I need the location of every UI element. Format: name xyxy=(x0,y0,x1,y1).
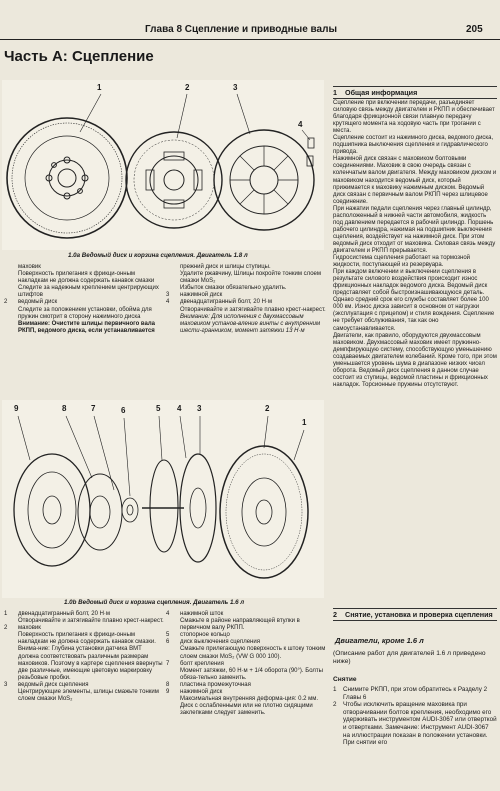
legend-item: прежний диск и шлицы ступицы. xyxy=(180,264,271,270)
figure-b-label-8: 8 xyxy=(62,404,67,413)
figure-b-label-6: 6 xyxy=(121,406,126,415)
section-2-heading: 2 Снятие, установка и проверка сцепления xyxy=(333,608,497,621)
page-number: 205 xyxy=(466,24,483,35)
flywheel-drawing xyxy=(7,118,127,238)
legend-item: 9 нажимной диск xyxy=(166,689,223,696)
legend-item: 5 стопорное кольцо xyxy=(166,632,230,639)
figure-b-label-2: 2 xyxy=(265,404,270,413)
legend-item: Центрирующие элементы, шлицы смажьте тонким слоем смазки MoS₂ xyxy=(18,689,159,703)
chapter-title: Глава 8 Сцепление и приводные валы xyxy=(145,24,338,35)
paragraph: При каждом включении и выключении сцепления в результате силового воздействия происходит износ фрикционных накладок ведомого диска. Ведомый диск представляет собой быстроизнашивающуюся деталь. Однако средний срок его службы составляет более 100 000 км. Износ диска зависит в основном от нагрузки (эксплуатация с прицепом) и стиля вождения. Сцепление не требует обслуживания, так как оно самоустанавливается. xyxy=(333,269,495,332)
legend-item: Смажьте прилегающую поверхность к штоку тонким слоем смазки MoS₂ (VW G 000 100). xyxy=(180,646,326,660)
section-2-steps xyxy=(333,686,497,747)
legend-item: Отворачивайте и затягивайте плавно крест-накрест. xyxy=(18,618,164,625)
page-header xyxy=(0,22,500,40)
paragraph: При нажатии педали сцепления через главный цилиндр, расположенный в нижней части автомобиля, жидкость под давлением передается в рабочий цилиндр. Поршень рабочего цилиндра, нажимая на подшипник выключения сцепления, воздействует на нажимной диск. При этом ведомый диск отходит от маховика. Силовая связь между двигателем и РКПП прерывается. xyxy=(333,205,496,254)
legend-item: 2 маховик xyxy=(4,625,41,632)
figure-b-label-3: 3 xyxy=(197,404,202,413)
clutch-disc-drawing xyxy=(126,132,222,228)
legend-item: 6 диск выключения сцепления xyxy=(166,639,260,646)
legend-item: 7 болт крепления xyxy=(166,660,224,667)
section-2-subheading: Двигатели, кроме 1.6 л xyxy=(335,636,424,645)
legend-a-left xyxy=(4,264,164,335)
legend-item: 4 нажимной шток xyxy=(166,611,224,617)
legend-item: маховик xyxy=(18,264,41,270)
legend-item: Отворачивайте и затягивайте плавно крест-накрест. xyxy=(180,306,326,313)
legend-item: Удалите ржавчину, Шлицы покройте тонким слоем смазки MoS₂ xyxy=(180,271,322,285)
legend-item: Момент затяжки, 60 Н·м + 1/4 оборота (90°). Болты обяза-тельно заменить. xyxy=(180,667,323,681)
clutch-disc-16-drawing xyxy=(142,454,216,562)
figure-clutch-18-drawing xyxy=(2,80,324,250)
figure-a-label-2: 2 xyxy=(185,83,190,92)
pressure-plate-drawing xyxy=(214,130,314,230)
legend-item: Поверхность прилегания к фрикци-онным накладкам не должна содержать канавок смазки. Внима-ние: Глубина установки датчика ВМТ должна соответствовать различным размерам маховиков. Поэтому в картере сцепления ввернуты две различные, имеющие цветовую маркировку резьбовые пробки. xyxy=(18,632,163,681)
legend-item: Внимание: Очистите шлицы первичного вала РКПП, ведомого диска, если устанавливается xyxy=(18,320,156,334)
legend-item: 1 двенадцатигранный болт, 20 Н·м xyxy=(4,611,111,617)
figure-a-caption: 1.0a Ведомый диск и корзина сцепления. Двигатель 1.8 л xyxy=(68,252,248,259)
figure-a-label-4: 4 xyxy=(298,120,303,129)
legend-item: Смажьте в районе направляющей втулки в первичном валу РКПП. xyxy=(180,618,300,632)
paragraph: Двигатели, как правило, оборудуются двухмассовым маховиком. Двухмассовый маховик имеет пружинно-демпфирующую систему, способствующую уменьшению создаваемых двигателем колебаний. Кроме того, при этом уменьшается уровень шума в диапазоне низких чисел оборота. Ведомый диск сцепления в данном случае состоит из ступицы, ведомой пластины и фрикционных накладок. Торсионные пружины отсутствуют. xyxy=(333,332,497,388)
legend-item: 3 нажимной диск xyxy=(166,292,223,299)
legend-item: 8 пластина промежуточная xyxy=(166,681,251,688)
header-rule xyxy=(0,39,500,40)
figure-a-leaders xyxy=(80,94,310,140)
section-1-heading: 1 Общая информация xyxy=(333,86,497,99)
legend-item: 3 ведомый диск сцепления xyxy=(4,681,89,688)
figure-b-label-1: 1 xyxy=(302,418,307,427)
figure-a-label-1: 1 xyxy=(97,83,102,92)
flywheel-16-drawing xyxy=(220,446,308,578)
figure-b-label-5: 5 xyxy=(156,404,161,413)
figure-b-label-7: 7 xyxy=(91,404,96,413)
snap-ring-drawing xyxy=(150,460,178,552)
section-1-body xyxy=(333,100,497,389)
figure-a-label-3: 3 xyxy=(233,83,238,92)
legend-item: Внимание: Для исполнения с двухмассовым маховиком установ-вление винты с внутренним шести-гранником, момент затяжки 13 Н·м xyxy=(180,313,321,334)
pressure-plate-16-drawing xyxy=(14,454,90,566)
legend-a-right xyxy=(166,264,326,335)
legend-item: 4 двенадцатигранный болт, 20 Н·м xyxy=(166,299,273,306)
paragraph: Сцепление при включении передачи, разъединяет силовую связь между двигателем и РКПП и обеспечивает благодаря фрикционной связи плавную передачу крутящего момента на ходовую часть при трогании с места. xyxy=(333,100,495,135)
figure-clutch-18 xyxy=(2,80,324,250)
paragraph: Гидросистема сцепления работает на тормозной жидкости, поступающей из резервуара. xyxy=(333,255,471,269)
legend-item: Максимальная внутренняя деформа-ция: 0.2 мм. Диск с ослабленными или не плотно сидящими заклепками следует заменить. xyxy=(180,696,319,717)
legend-item: Поверхность прилегания к фрикци-онным накладкам не должна содержать канавок смазки xyxy=(18,271,155,285)
legend-item: Следите за положением установки, обойма для пружин смотрит в сторону нажимного диска xyxy=(18,306,152,320)
legend-item: Следите за надежным креплением центрирующих штифтов xyxy=(18,285,159,299)
part-title: Часть А: Сцепление xyxy=(4,48,154,65)
intermediate-plate-drawing xyxy=(78,474,122,550)
section-2-label: Снятие xyxy=(333,676,357,683)
paragraph: Сцепление состоит из нажимного диска, ведомого диска, подшипника выключения сцепления и гидравлического привода. xyxy=(333,135,494,156)
step-item: 1 Снимите РКПП, при этом обратитесь к Разделу 2 Главы 6 xyxy=(333,686,488,701)
figure-b-label-4: 4 xyxy=(177,404,182,413)
figure-b-label-9: 9 xyxy=(14,404,19,413)
legend-item: 2 ведомый диск xyxy=(4,299,58,306)
release-disc-drawing xyxy=(122,498,138,522)
figure-clutch-16 xyxy=(2,400,324,598)
paragraph: Нажимной диск связан с маховиком болтовыми соединениями. Маховик в свою очередь связан с коленчатым валом двигателя. Между маховиком диском и маховиком находится ведомый диск, который прижимается к маховику нажимным диском. Ведомый диск связан с первичным валом РКПП через шлицевое соединение. xyxy=(333,156,497,205)
figure-b-caption: 1.0b Ведомый диск и корзина сцепления. Двигатель 1.6 л xyxy=(64,599,245,606)
step-item: 2 Чтобы исключить вращение маховика при отворачивании болтов крепления, необходимо его удерживать инструментом AUDI-3067 или отверткой и отвертками. Замечание: Инструмент AUDI-3067 на иллюстрации показан в положении установки. При снятии его xyxy=(333,701,497,747)
legend-b-left xyxy=(4,611,164,703)
figure-clutch-16-drawing xyxy=(2,400,324,598)
legend-item: Избыток смазки обязательно удалить. xyxy=(180,285,287,292)
section-2-note: (Описание работ для двигателей 1.6 л приведено ниже) xyxy=(333,650,486,665)
legend-b-right xyxy=(166,611,326,717)
